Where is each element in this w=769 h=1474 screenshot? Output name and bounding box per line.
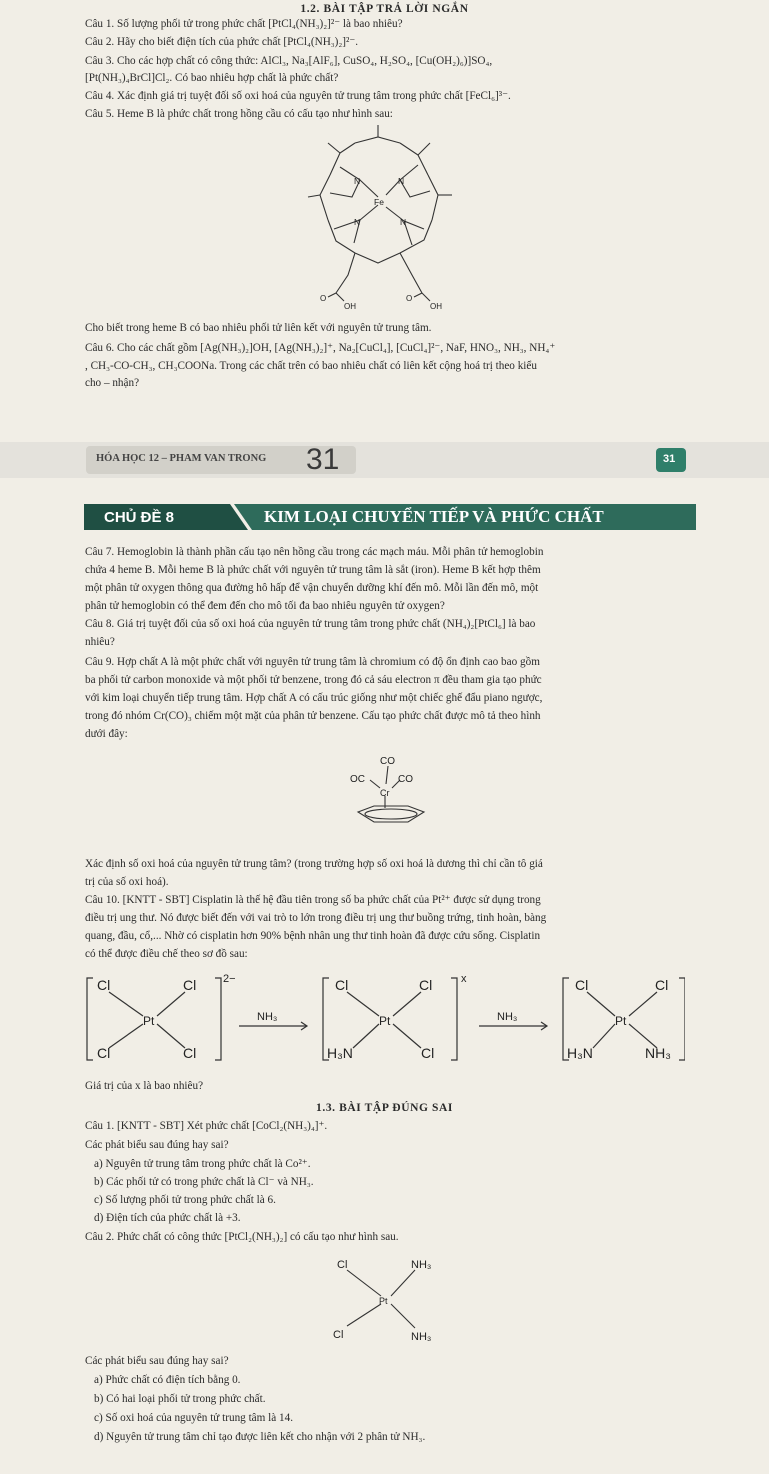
question-10-line-2: điều trị ung thư. Nó được biết đến với vai trò to lớn trong điều trị ung thư buồng trứng, tinh hoàn, bàng <box>85 912 547 924</box>
c2-cl-top-left: Cl <box>335 977 349 993</box>
tf-question-2-option-d: d) Nguyên tử trung tâm chỉ tạo được liên kết cho nhận với 2 phân tử NH₃. <box>94 1431 426 1443</box>
question-9-after-line-1: Xác định số oxi hoá của nguyên tử trung tâm? (trong trường hợp số oxi hoá là dương thì chỉ cần tô giá <box>85 858 543 870</box>
question-9-after-line-2: trị của số oxi hoá). <box>85 876 169 888</box>
cr-co-right-label: CO <box>398 774 413 785</box>
question-10-line-4: có thể được điều chế theo sơ đồ sau: <box>85 948 248 960</box>
tf-question-1-option-d: d) Điện tích của phức chất là +3. <box>94 1212 241 1224</box>
tf-question-1-option-c: c) Số lượng phối tử trong phức chất là 6. <box>94 1194 276 1206</box>
cr-center-label: Cr <box>380 788 390 798</box>
c2-h3n-bottom-left: H₃N <box>327 1045 353 1061</box>
question-7-line-2: chứa 4 heme B. Mỗi heme B là phức chất với nguyên tử trung tâm là sắt (iron). Heme B kết hợp thêm <box>85 564 541 576</box>
c3-cl-top-right: Cl <box>655 977 669 993</box>
question-6-line-2: , CH₃-CO-CH₃, CH₃COONa. Trong các chất trên có bao nhiêu chất có liên kết cộng hoá trị theo kiểu <box>85 360 537 372</box>
question-10-line-3: quang, đầu, cổ,... Nhờ có cisplatin hơn 90% bệnh nhân ung thư tinh hoàn đã được cứu sống. Cisplatin <box>85 930 541 942</box>
heme-n-label-2: N <box>398 176 405 186</box>
question-7-line-1: Câu 7. Hemoglobin là thành phần cấu tạo nên hồng cầu trong các mạch máu. Mỗi phân tử hemoglobin <box>85 546 544 558</box>
c1-pt-center: Pt <box>143 1014 155 1028</box>
banner-page-number: 31 <box>306 443 340 476</box>
heme-b-structure-figure <box>300 125 480 315</box>
fig-cl-top-left: Cl <box>337 1259 348 1271</box>
heme-n-label-1: N <box>354 176 361 186</box>
chapter-tag: CHỦ ĐỀ 8 <box>104 509 175 526</box>
tf-question-2-option-b: b) Có hai loại phối tử trong phức chất. <box>94 1393 266 1405</box>
chapter-header <box>84 500 696 534</box>
tf-question-1-option-a: a) Nguyên tử trung tâm trong phức chất là Co²⁺. <box>94 1158 311 1170</box>
question-8-line-1: Câu 8. Giá trị tuyệt đối của số oxi hoá của nguyên tử trung tâm trong phức chất (NH₄)₂[PtCl₆] là bao <box>85 618 536 630</box>
cr-oc-label: OC <box>350 774 365 785</box>
question-10-line-1: Câu 10. [KNTT - SBT] Cisplatin là thế hệ đầu tiên trong số ba phức chất của Pt²⁺ được sử dụng trong <box>85 894 541 906</box>
question-7-line-3: một phân tử oxygen thông qua đường hô hấp để vận chuyển dưỡng khí đến mô. Mỗi lần đến mô, một <box>85 582 539 594</box>
arrow-2-reagent: NH₃ <box>497 1011 518 1023</box>
question-1: Câu 1. Số lượng phối tử trong phức chất [PtCl₄(NH₃)₂]²⁻ là bao nhiêu? <box>85 18 403 30</box>
heme-n-label-3: N <box>354 217 361 227</box>
c1-cl-top-right: Cl <box>183 977 197 993</box>
question-9-line-2: ba phối tử carbon monoxide và một phối tử benzene, trong đó cả sáu electron π đều tham gia tạo phức <box>85 674 542 686</box>
chapter-title: KIM LOẠI CHUYỂN TIẾP VÀ PHỨC CHẤT <box>264 507 604 526</box>
tf-question-2: Câu 2. Phức chất có công thức [PtCl₂(NH₃)₂] có cấu tạo như hình sau. <box>85 1231 399 1243</box>
c2-charge: x <box>461 973 467 985</box>
c1-cl-bottom-left: Cl <box>97 1045 111 1061</box>
c3-h3n-bottom-left: H₃N <box>567 1045 593 1061</box>
question-5: Câu 5. Heme B là phức chất trong hồng cầu có cấu tạo như hình sau: <box>85 108 393 120</box>
c2-pt-center: Pt <box>379 1014 391 1028</box>
question-8-line-2: nhiêu? <box>85 636 115 648</box>
tf-question-2-option-a: a) Phức chất có điện tích bằng 0. <box>94 1374 241 1386</box>
cisplatin-synthesis-scheme <box>85 970 685 1070</box>
c3-nh3-bottom-right: NH₃ <box>645 1045 671 1061</box>
heme-o-label-2: O <box>406 294 413 303</box>
heme-o-label-1: O <box>320 294 327 303</box>
heme-oh-label-2: OH <box>430 302 442 311</box>
fig-nh3-bottom-right: NH₃ <box>411 1331 432 1343</box>
cr-co-top-label: CO <box>380 756 395 767</box>
question-9-line-5: dưới đây: <box>85 728 128 740</box>
fig-pt-center: Pt <box>379 1296 388 1306</box>
question-4: Câu 4. Xác định giá trị tuyệt đối số oxi hoá của nguyên tử trung tâm trong phức chất [FeCl₆]³⁻. <box>85 90 511 102</box>
arrow-1-reagent: NH₃ <box>257 1011 278 1023</box>
question-3-line-2: [Pt(NH₃)₄BrCl]Cl₂. Có bao nhiêu hợp chất là phức chất? <box>85 72 339 84</box>
heme-n-label-4: N <box>400 217 407 227</box>
page-banner <box>0 442 769 478</box>
c3-pt-center: Pt <box>615 1014 627 1028</box>
question-7-line-4: phân tử hemoglobin có thể đem đến cho mô tối đa bao nhiêu nguyên tử oxygen? <box>85 600 445 612</box>
question-6-line-1: Câu 6. Cho các chất gồm [Ag(NH₃)₂]OH, [Ag(NH₃)₂]⁺, Na₂[CuCl₄], [CuCl₄]²⁻, NaF, HNO₃, NH₃, NH₄⁺ <box>85 342 556 354</box>
page-number-badge: 31 <box>663 453 676 465</box>
chromium-tricarbonyl-figure <box>330 752 440 854</box>
question-9-line-4: trong đó nhóm Cr(CO)₃ chiếm một mặt của phân tử benzene. Cấu tạo phức chất được mô tả theo hình <box>85 710 541 722</box>
tf-question-1: Câu 1. [KNTT - SBT] Xét phức chất [CoCl₂(NH₃)₄]⁺. <box>85 1120 328 1132</box>
c3-cl-top-left: Cl <box>575 977 589 993</box>
tf-question-1-prompt: Các phát biểu sau đúng hay sai? <box>85 1139 229 1151</box>
tf-question-1-option-b: b) Các phối tử có trong phức chất là Cl⁻ và NH₃. <box>94 1176 314 1188</box>
question-6-line-3: cho – nhận? <box>85 377 140 389</box>
tf-question-2-prompt: Các phát biểu sau đúng hay sai? <box>85 1355 229 1367</box>
question-5-prompt: Cho biết trong heme B có bao nhiêu phối tử liên kết với nguyên tử trung tâm. <box>85 322 432 334</box>
banner-title: HÓA HỌC 12 – PHAM VAN TRONG <box>96 453 267 464</box>
question-2: Câu 2. Hãy cho biết điện tích của phức chất [PtCl₄(NH₃)₂]²⁻. <box>85 36 359 48</box>
c1-charge: 2− <box>223 973 236 985</box>
question-9-line-1: Câu 9. Hợp chất A là một phức chất với nguyên tử trung tâm là chromium có độ ổn định cao bao gồm <box>85 656 540 668</box>
section-heading-1-3: 1.3. BÀI TẬP ĐÚNG SAI <box>316 1102 453 1114</box>
fig-cl-bottom-left: Cl <box>333 1329 344 1341</box>
c2-cl-bottom-right: Cl <box>421 1045 435 1061</box>
heme-oh-label-1: OH <box>344 302 356 311</box>
ptcl2nh3-structure-figure <box>325 1252 455 1348</box>
c2-cl-top-right: Cl <box>419 977 433 993</box>
c1-cl-bottom-right: Cl <box>183 1045 197 1061</box>
section-heading-1-2: 1.2. BÀI TẬP TRẢ LỜI NGẮN <box>300 3 469 15</box>
fig-nh3-top-right: NH₃ <box>411 1259 432 1271</box>
question-10-ask: Giá trị của x là bao nhiêu? <box>85 1080 204 1092</box>
c1-cl-top-left: Cl <box>97 977 111 993</box>
question-3-line-1: Câu 3. Cho các hợp chất có công thức: AlCl₃, Na₃[AlF₆], CuSO₄, H₂SO₄, [Cu(OH₂)₆)]SO₄, <box>85 55 493 67</box>
heme-fe-label: Fe <box>374 197 384 207</box>
tf-question-2-option-c: c) Số oxi hoá của nguyên tử trung tâm là 14. <box>94 1412 294 1424</box>
question-9-line-3: với kim loại chuyển tiếp trung tâm. Hợp chất A có cấu trúc giống như một chiếc ghế đẩu piano ngược, <box>85 692 543 704</box>
